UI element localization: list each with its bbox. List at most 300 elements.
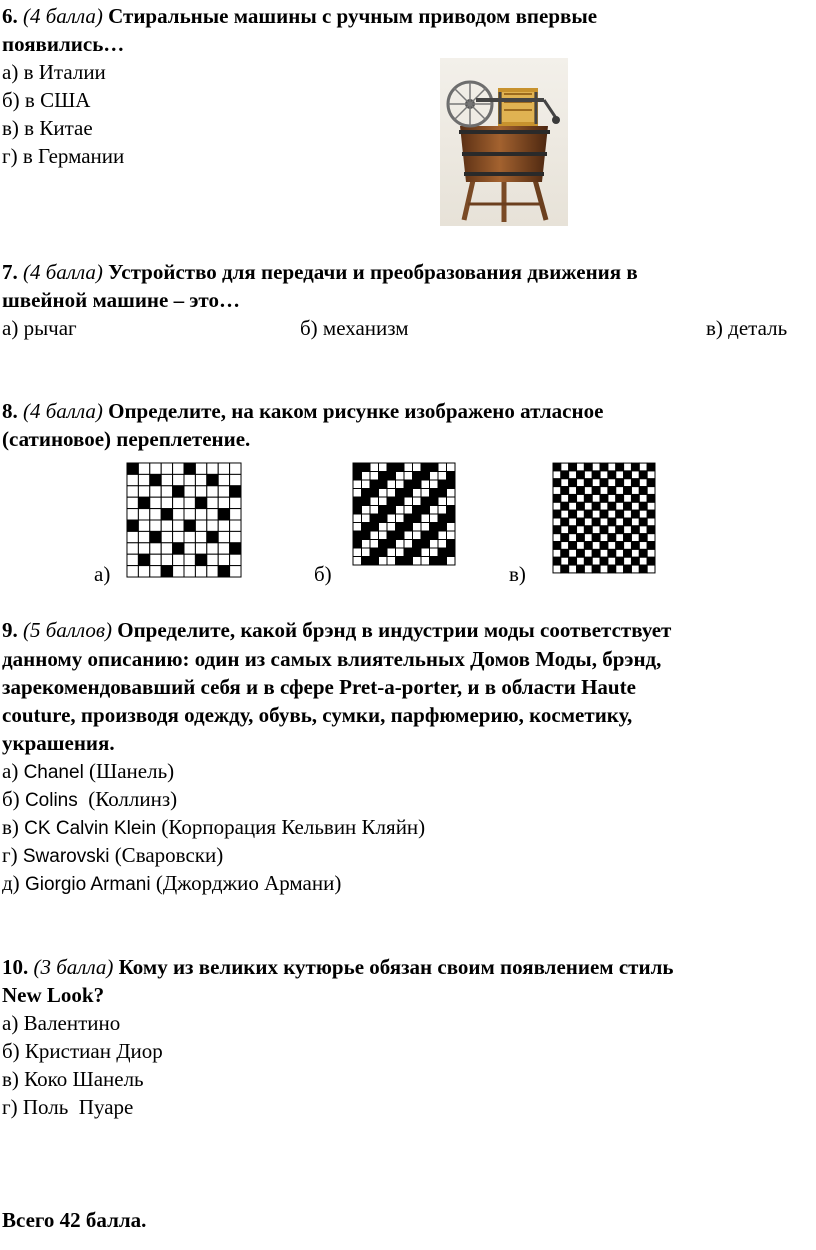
weave-cell-plain bbox=[639, 487, 647, 495]
weave-cell-twill bbox=[379, 531, 388, 540]
q8-caption-a: а) bbox=[94, 562, 111, 586]
weave-cell-twill bbox=[447, 557, 456, 566]
weave-cell-twill bbox=[413, 480, 422, 489]
weave-cell-plain bbox=[647, 471, 655, 479]
weave-cell-twill bbox=[421, 506, 430, 515]
weave-cell-plain bbox=[553, 471, 561, 479]
weave-cell-plain bbox=[608, 534, 616, 542]
weave-cell-satin bbox=[230, 463, 241, 474]
weave-cell-twill bbox=[447, 506, 456, 515]
weave-cell-twill bbox=[353, 506, 362, 515]
weave-cell-plain bbox=[616, 557, 624, 565]
weave-cell-plain bbox=[577, 463, 585, 471]
q9-option-b-brand: Colins bbox=[24, 790, 78, 811]
q10-number: 10. bbox=[2, 955, 29, 979]
q9-option-c bbox=[2, 813, 425, 843]
weave-cell-plain bbox=[561, 487, 569, 495]
weave-cell-plain bbox=[569, 479, 577, 487]
weave-cell-twill bbox=[387, 557, 396, 566]
weave-cell-plain bbox=[584, 542, 592, 550]
weave-cell-twill bbox=[362, 480, 371, 489]
weave-cell-satin bbox=[184, 486, 195, 497]
weave-cell-satin bbox=[138, 509, 149, 520]
q9-option-b-translation: (Коллинз) bbox=[77, 787, 178, 811]
weave-cell-twill bbox=[353, 463, 362, 472]
weave-cell-twill bbox=[413, 497, 422, 506]
weave-cell-twill bbox=[438, 480, 447, 489]
weave-cell-plain bbox=[639, 542, 647, 550]
weave-cell-twill bbox=[430, 497, 439, 506]
weave-cell-twill bbox=[379, 514, 388, 523]
weave-cell-satin bbox=[127, 497, 138, 508]
weave-cell-twill bbox=[421, 472, 430, 481]
q9-option-e-prefix: д) bbox=[2, 871, 25, 895]
weave-cell-plain bbox=[631, 542, 639, 550]
weave-cell-twill bbox=[421, 480, 430, 489]
weave-cell-twill bbox=[404, 480, 413, 489]
weave-cell-plain bbox=[600, 526, 608, 534]
weave-cell-twill bbox=[387, 480, 396, 489]
weave-cell-satin bbox=[150, 520, 161, 531]
weave-cell-twill bbox=[387, 540, 396, 549]
weave-cell-twill bbox=[430, 506, 439, 515]
weave-cell-twill bbox=[447, 540, 456, 549]
weave-cell-plain bbox=[561, 526, 569, 534]
weave-cell-twill bbox=[370, 463, 379, 472]
weave-cell-twill bbox=[447, 514, 456, 523]
weave-cell-plain bbox=[600, 557, 608, 565]
weave-cell-twill bbox=[413, 523, 422, 532]
weave-cell-twill bbox=[353, 548, 362, 557]
weave-cell-satin bbox=[127, 509, 138, 520]
weave-cell-plain bbox=[584, 510, 592, 518]
weave-cell-satin bbox=[138, 497, 149, 508]
weave-cell-plain bbox=[561, 479, 569, 487]
weave-cell-plain bbox=[639, 502, 647, 510]
weave-cell-plain bbox=[569, 471, 577, 479]
weave-cell-twill bbox=[404, 514, 413, 523]
weave-pattern-c bbox=[552, 462, 656, 574]
weave-cell-twill bbox=[387, 489, 396, 498]
weave-cell-twill bbox=[404, 531, 413, 540]
weave-cell-plain bbox=[592, 565, 600, 573]
weave-cell-plain bbox=[600, 510, 608, 518]
weave-cell-plain bbox=[639, 549, 647, 557]
weave-cell-plain bbox=[569, 494, 577, 502]
weave-cell-plain bbox=[647, 518, 655, 526]
weave-cell-twill bbox=[413, 506, 422, 515]
weave-cell-twill bbox=[353, 514, 362, 523]
weave-cell-twill bbox=[387, 506, 396, 515]
weave-cell-twill bbox=[362, 463, 371, 472]
weave-cell-satin bbox=[161, 509, 172, 520]
weave-cell-plain bbox=[624, 557, 632, 565]
weave-cell-plain bbox=[553, 463, 561, 471]
q10-question-line2: New Look? bbox=[2, 983, 105, 1007]
weave-cell-twill bbox=[438, 523, 447, 532]
weave-cell-twill bbox=[362, 472, 371, 481]
weave-cell-satin bbox=[150, 486, 161, 497]
weave-cell-plain bbox=[639, 565, 647, 573]
weave-cell-satin bbox=[161, 566, 172, 577]
q10-option-a: а) Валентино bbox=[2, 1011, 121, 1035]
weave-cell-twill bbox=[370, 480, 379, 489]
weave-cell-twill bbox=[362, 497, 371, 506]
weave-cell-plain bbox=[592, 487, 600, 495]
weave-cell-plain bbox=[584, 526, 592, 534]
weave-cell-satin bbox=[195, 566, 206, 577]
weave-cell-satin bbox=[127, 566, 138, 577]
weave-cell-satin bbox=[230, 554, 241, 565]
weave-cell-twill bbox=[379, 523, 388, 532]
weave-cell-plain bbox=[647, 557, 655, 565]
weave-cell-twill bbox=[353, 480, 362, 489]
weave-cell-satin bbox=[150, 566, 161, 577]
weave-cell-plain bbox=[600, 463, 608, 471]
weave-cell-plain bbox=[608, 479, 616, 487]
weave-cell-plain bbox=[624, 479, 632, 487]
weave-cell-plain bbox=[631, 487, 639, 495]
weave-cell-twill bbox=[370, 548, 379, 557]
weave-cell-plain bbox=[624, 549, 632, 557]
weave-cell-plain bbox=[608, 565, 616, 573]
weave-cell-satin bbox=[150, 497, 161, 508]
weave-cell-plain bbox=[584, 479, 592, 487]
q9-option-b bbox=[2, 785, 177, 815]
weave-cell-twill bbox=[353, 531, 362, 540]
weave-cell-satin bbox=[173, 497, 184, 508]
weave-cell-plain bbox=[616, 510, 624, 518]
weave-cell-satin bbox=[173, 554, 184, 565]
weave-cell-plain bbox=[584, 502, 592, 510]
weave-cell-plain bbox=[553, 487, 561, 495]
weave-cell-plain bbox=[624, 494, 632, 502]
weave-cell-satin bbox=[173, 543, 184, 554]
weave-cell-plain bbox=[592, 549, 600, 557]
weave-pattern-a bbox=[124, 462, 244, 578]
weave-cell-satin bbox=[230, 486, 241, 497]
q10-option-c: в) Коко Шанель bbox=[2, 1067, 144, 1091]
weave-cell-twill bbox=[362, 514, 371, 523]
weave-cell-plain bbox=[577, 542, 585, 550]
weave-cell-twill bbox=[353, 489, 362, 498]
weave-cell-plain bbox=[577, 494, 585, 502]
weave-cell-plain bbox=[553, 557, 561, 565]
weave-cell-plain bbox=[569, 526, 577, 534]
weave-cell-twill bbox=[438, 506, 447, 515]
weave-cell-satin bbox=[207, 554, 218, 565]
weave-cell-plain bbox=[592, 557, 600, 565]
weave-cell-plain bbox=[553, 494, 561, 502]
weave-cell-satin bbox=[207, 474, 218, 485]
weave-cell-twill bbox=[430, 472, 439, 481]
weave-cell-plain bbox=[561, 502, 569, 510]
weave-cell-satin bbox=[195, 509, 206, 520]
weave-cell-twill bbox=[370, 506, 379, 515]
weave-cell-satin bbox=[230, 543, 241, 554]
weave-cell-plain bbox=[600, 487, 608, 495]
weave-cell-plain bbox=[569, 557, 577, 565]
weave-cell-twill bbox=[413, 540, 422, 549]
weave-cell-twill bbox=[413, 472, 422, 481]
weave-cell-plain bbox=[569, 565, 577, 573]
weave-cell-plain bbox=[592, 479, 600, 487]
weave-cell-plain bbox=[631, 510, 639, 518]
weave-cell-plain bbox=[608, 549, 616, 557]
weave-cell-satin bbox=[138, 486, 149, 497]
weave-cell-satin bbox=[173, 474, 184, 485]
weave-cell-satin bbox=[150, 554, 161, 565]
weave-cell-satin bbox=[138, 543, 149, 554]
weave-cell-plain bbox=[592, 502, 600, 510]
weave-cell-twill bbox=[438, 497, 447, 506]
weave-cell-plain bbox=[592, 510, 600, 518]
weave-cell-plain bbox=[592, 526, 600, 534]
weave-cell-plain bbox=[600, 494, 608, 502]
weave-cell-plain bbox=[639, 471, 647, 479]
weave-cell-satin bbox=[138, 531, 149, 542]
q9-option-c-prefix: в) bbox=[2, 815, 25, 839]
weave-cell-plain bbox=[631, 534, 639, 542]
q6-heading bbox=[2, 2, 597, 30]
weave-cell-twill bbox=[404, 540, 413, 549]
weave-cell-plain bbox=[577, 510, 585, 518]
weave-cell-satin bbox=[173, 531, 184, 542]
weave-cell-plain bbox=[624, 542, 632, 550]
weave-cell-satin bbox=[230, 497, 241, 508]
weave-cell-plain bbox=[592, 463, 600, 471]
weave-cell-plain bbox=[608, 526, 616, 534]
weave-cell-twill bbox=[430, 531, 439, 540]
weave-cell-satin bbox=[161, 531, 172, 542]
weave-cell-plain bbox=[584, 463, 592, 471]
q9-option-d-prefix: г) bbox=[2, 843, 23, 867]
weave-cell-plain bbox=[553, 542, 561, 550]
weave-cell-satin bbox=[230, 509, 241, 520]
weave-cell-plain bbox=[631, 502, 639, 510]
weave-cell-satin bbox=[184, 554, 195, 565]
q10-heading bbox=[2, 953, 673, 981]
weave-cell-twill bbox=[379, 548, 388, 557]
q7-number: 7. bbox=[2, 260, 18, 284]
weave-cell-plain bbox=[647, 510, 655, 518]
weave-cell-plain bbox=[639, 463, 647, 471]
weave-cell-twill bbox=[413, 514, 422, 523]
weave-cell-plain bbox=[624, 518, 632, 526]
q8-caption-b: б) bbox=[314, 562, 332, 586]
weave-cell-satin bbox=[218, 474, 229, 485]
weave-cell-twill bbox=[421, 489, 430, 498]
weave-cell-satin bbox=[127, 554, 138, 565]
weave-cell-satin bbox=[127, 486, 138, 497]
weave-cell-twill bbox=[353, 472, 362, 481]
weave-cell-plain bbox=[639, 534, 647, 542]
weave-cell-plain bbox=[608, 510, 616, 518]
weave-cell-satin bbox=[230, 520, 241, 531]
weave-cell-plain bbox=[624, 526, 632, 534]
weave-cell-plain bbox=[584, 471, 592, 479]
weave-cell-plain bbox=[553, 534, 561, 542]
weave-cell-twill bbox=[438, 514, 447, 523]
weave-cell-twill bbox=[447, 531, 456, 540]
weave-cell-plain bbox=[577, 487, 585, 495]
weave-cell-satin bbox=[127, 463, 138, 474]
weave-cell-plain bbox=[639, 526, 647, 534]
weave-cell-plain bbox=[592, 542, 600, 550]
weave-cell-twill bbox=[404, 497, 413, 506]
weave-cell-twill bbox=[396, 514, 405, 523]
weave-cell-twill bbox=[396, 506, 405, 515]
weave-cell-plain bbox=[600, 534, 608, 542]
weave-cell-plain bbox=[616, 565, 624, 573]
weave-cell-satin bbox=[184, 509, 195, 520]
weave-cell-twill bbox=[387, 523, 396, 532]
weave-cell-satin bbox=[161, 486, 172, 497]
weave-cell-plain bbox=[600, 542, 608, 550]
weave-cell-plain bbox=[553, 565, 561, 573]
weave-cell-plain bbox=[584, 549, 592, 557]
weave-cell-satin bbox=[230, 531, 241, 542]
weave-cell-twill bbox=[447, 497, 456, 506]
weave-cell-plain bbox=[631, 549, 639, 557]
weave-cell-plain bbox=[584, 487, 592, 495]
weave-cell-twill bbox=[438, 540, 447, 549]
q6-points: (4 балла) bbox=[23, 4, 103, 28]
weave-cell-twill bbox=[413, 489, 422, 498]
weave-cell-plain bbox=[553, 502, 561, 510]
weave-cell-plain bbox=[569, 463, 577, 471]
weave-cell-satin bbox=[195, 531, 206, 542]
weave-cell-satin bbox=[127, 474, 138, 485]
weave-cell-twill bbox=[396, 557, 405, 566]
weave-cell-plain bbox=[616, 502, 624, 510]
weave-cell-plain bbox=[592, 518, 600, 526]
weave-cell-plain bbox=[577, 479, 585, 487]
weave-cell-plain bbox=[631, 565, 639, 573]
weave-cell-plain bbox=[569, 534, 577, 542]
weave-cell-twill bbox=[379, 489, 388, 498]
weave-cell-twill bbox=[438, 557, 447, 566]
weave-cell-satin bbox=[161, 543, 172, 554]
weave-cell-twill bbox=[353, 523, 362, 532]
weave-cell-satin bbox=[218, 497, 229, 508]
weave-cell-plain bbox=[631, 557, 639, 565]
weave-cell-plain bbox=[639, 494, 647, 502]
q10-question-line1: Кому из великих кутюрье обязан своим появлением стиль bbox=[118, 955, 674, 979]
weave-cell-twill bbox=[430, 548, 439, 557]
weave-cell-plain bbox=[608, 494, 616, 502]
weave-cell-plain bbox=[624, 487, 632, 495]
weave-cell-plain bbox=[561, 471, 569, 479]
q9-option-d-translation: (Сваровски) bbox=[109, 843, 224, 867]
weave-cell-satin bbox=[138, 520, 149, 531]
weave-cell-twill bbox=[438, 463, 447, 472]
weave-cell-twill bbox=[404, 557, 413, 566]
weave-cell-satin bbox=[207, 486, 218, 497]
weave-cell-satin bbox=[218, 531, 229, 542]
q7-heading bbox=[2, 258, 638, 286]
weave-cell-plain bbox=[561, 534, 569, 542]
weave-cell-twill bbox=[379, 463, 388, 472]
weave-cell-plain bbox=[608, 463, 616, 471]
weave-cell-plain bbox=[616, 518, 624, 526]
weave-cell-plain bbox=[584, 565, 592, 573]
weave-cell-plain bbox=[647, 479, 655, 487]
weave-cell-plain bbox=[569, 487, 577, 495]
weave-cell-satin bbox=[173, 520, 184, 531]
weave-cell-plain bbox=[647, 463, 655, 471]
weave-cell-plain bbox=[631, 526, 639, 534]
weave-cell-plain bbox=[608, 518, 616, 526]
weave-cell-plain bbox=[608, 487, 616, 495]
weave-cell-satin bbox=[207, 531, 218, 542]
weave-cell-twill bbox=[430, 489, 439, 498]
weave-cell-plain bbox=[592, 471, 600, 479]
weave-cell-twill bbox=[379, 540, 388, 549]
weave-cell-satin bbox=[195, 497, 206, 508]
weave-cell-twill bbox=[370, 514, 379, 523]
weave-cell-satin bbox=[218, 509, 229, 520]
q9-option-e-translation: (Джорджио Армани) bbox=[150, 871, 342, 895]
weave-cell-plain bbox=[569, 502, 577, 510]
weave-cell-plain bbox=[624, 463, 632, 471]
weave-cell-twill bbox=[353, 557, 362, 566]
weave-cell-twill bbox=[413, 531, 422, 540]
weave-cell-satin bbox=[218, 520, 229, 531]
q7-option-a: а) рычаг bbox=[2, 316, 77, 340]
q9-option-e-brand: Giorgio Armani bbox=[24, 874, 151, 895]
weave-cell-plain bbox=[616, 463, 624, 471]
weave-cell-twill bbox=[353, 497, 362, 506]
weave-cell-satin bbox=[161, 497, 172, 508]
weave-cell-plain bbox=[608, 502, 616, 510]
weave-cell-satin bbox=[218, 486, 229, 497]
weave-cell-plain bbox=[624, 502, 632, 510]
weave-cell-twill bbox=[370, 557, 379, 566]
weave-cell-plain bbox=[608, 542, 616, 550]
weave-cell-satin bbox=[195, 543, 206, 554]
q9-question-line4: couture, производя одежду, обувь, сумки, парфюмерию, косметику, bbox=[2, 703, 633, 727]
weave-cell-satin bbox=[138, 554, 149, 565]
weave-cell-twill bbox=[396, 548, 405, 557]
weave-cell-plain bbox=[647, 549, 655, 557]
weave-cell-plain bbox=[569, 549, 577, 557]
weave-cell-plain bbox=[647, 494, 655, 502]
q7-question-line2: швейной машине – это… bbox=[2, 288, 240, 312]
q9-option-b-prefix: б) bbox=[2, 787, 25, 811]
weave-cell-satin bbox=[161, 520, 172, 531]
weave-cell-plain bbox=[584, 494, 592, 502]
weave-cell-satin bbox=[161, 554, 172, 565]
weave-cell-plain bbox=[608, 557, 616, 565]
weave-cell-satin bbox=[218, 566, 229, 577]
weave-cell-plain bbox=[600, 549, 608, 557]
q9-question-line2: данному описанию: один из самых влиятельных Домов Моды, брэнд, bbox=[2, 647, 662, 671]
q7-question-line1: Устройство для передачи и преобразования движения в bbox=[108, 260, 638, 284]
weave-cell-twill bbox=[413, 557, 422, 566]
weave-cell-satin bbox=[127, 520, 138, 531]
weave-cell-satin bbox=[195, 486, 206, 497]
weave-cell-satin bbox=[218, 543, 229, 554]
q9-option-d bbox=[2, 841, 223, 871]
weave-cell-plain bbox=[616, 549, 624, 557]
weave-cell-twill bbox=[447, 523, 456, 532]
weave-cell-plain bbox=[647, 565, 655, 573]
weave-cell-twill bbox=[430, 557, 439, 566]
weave-cell-twill bbox=[404, 463, 413, 472]
weave-cell-plain bbox=[561, 494, 569, 502]
weave-cell-satin bbox=[184, 566, 195, 577]
